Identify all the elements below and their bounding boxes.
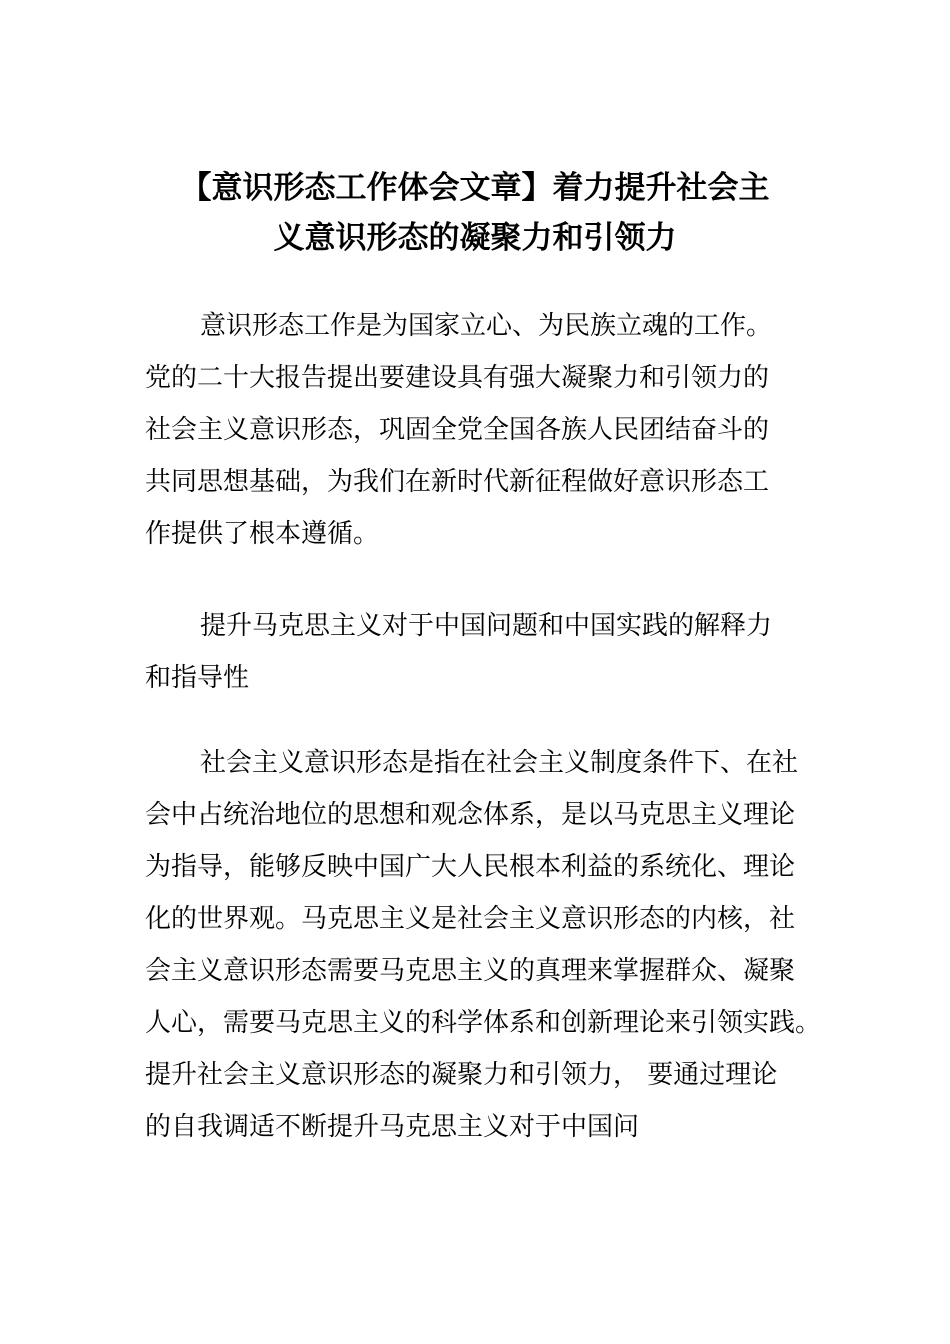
paragraph-line: 会主义意识形态需要马克思主义的真理来掌握群众、凝聚: [145, 956, 796, 986]
section-heading-line: 和指导性: [145, 663, 250, 693]
paragraph-line: 会中占统治地位的思想和观念体系，是以马克思主义理论: [145, 800, 796, 830]
section-heading-line: 提升马克思主义对于中国问题和中国实践的解释力: [200, 611, 773, 641]
paragraph-line: 提升社会主义意识形态的凝聚力和引领力， 要通过理论: [145, 1060, 778, 1090]
paragraph-line: 党的二十大报告提出要建设具有强大凝聚力和引领力的: [145, 363, 770, 393]
document-title: [0, 163, 950, 263]
paragraph-line: 人心，需要马克思主义的科学体系和创新理论来引领实践。: [145, 1008, 822, 1038]
paragraph-line: 共同思想基础，为我们在新时代新征程做好意识形态工: [145, 467, 770, 497]
paragraph-line: 的自我调适不断提升马克思主义对于中国问: [145, 1112, 640, 1142]
paragraph-line: 化的世界观。马克思主义是社会主义意识形态的内核，社: [145, 904, 796, 934]
paragraph-line: 意识形态工作是为国家立心、为民族立魂的工作。: [200, 311, 773, 341]
section-heading: [145, 600, 845, 704]
title-line: 义意识形态的凝聚力和引领力: [273, 220, 677, 256]
paragraph-body: [145, 737, 845, 1153]
paragraph-line: 为指导，能够反映中国广大人民根本利益的系统化、理论: [145, 852, 796, 882]
title-line: 【意识形态工作体会文章】着力提升社会主: [180, 170, 770, 206]
paragraph-line: 社会主义意识形态，巩固全党全国各族人民团结奋斗的: [145, 415, 770, 445]
paragraph-line: 社会主义意识形态是指在社会主义制度条件下、在社: [200, 748, 799, 778]
paragraph-line: 作提供了根本遵循。: [145, 519, 380, 549]
paragraph-intro: [145, 300, 845, 560]
